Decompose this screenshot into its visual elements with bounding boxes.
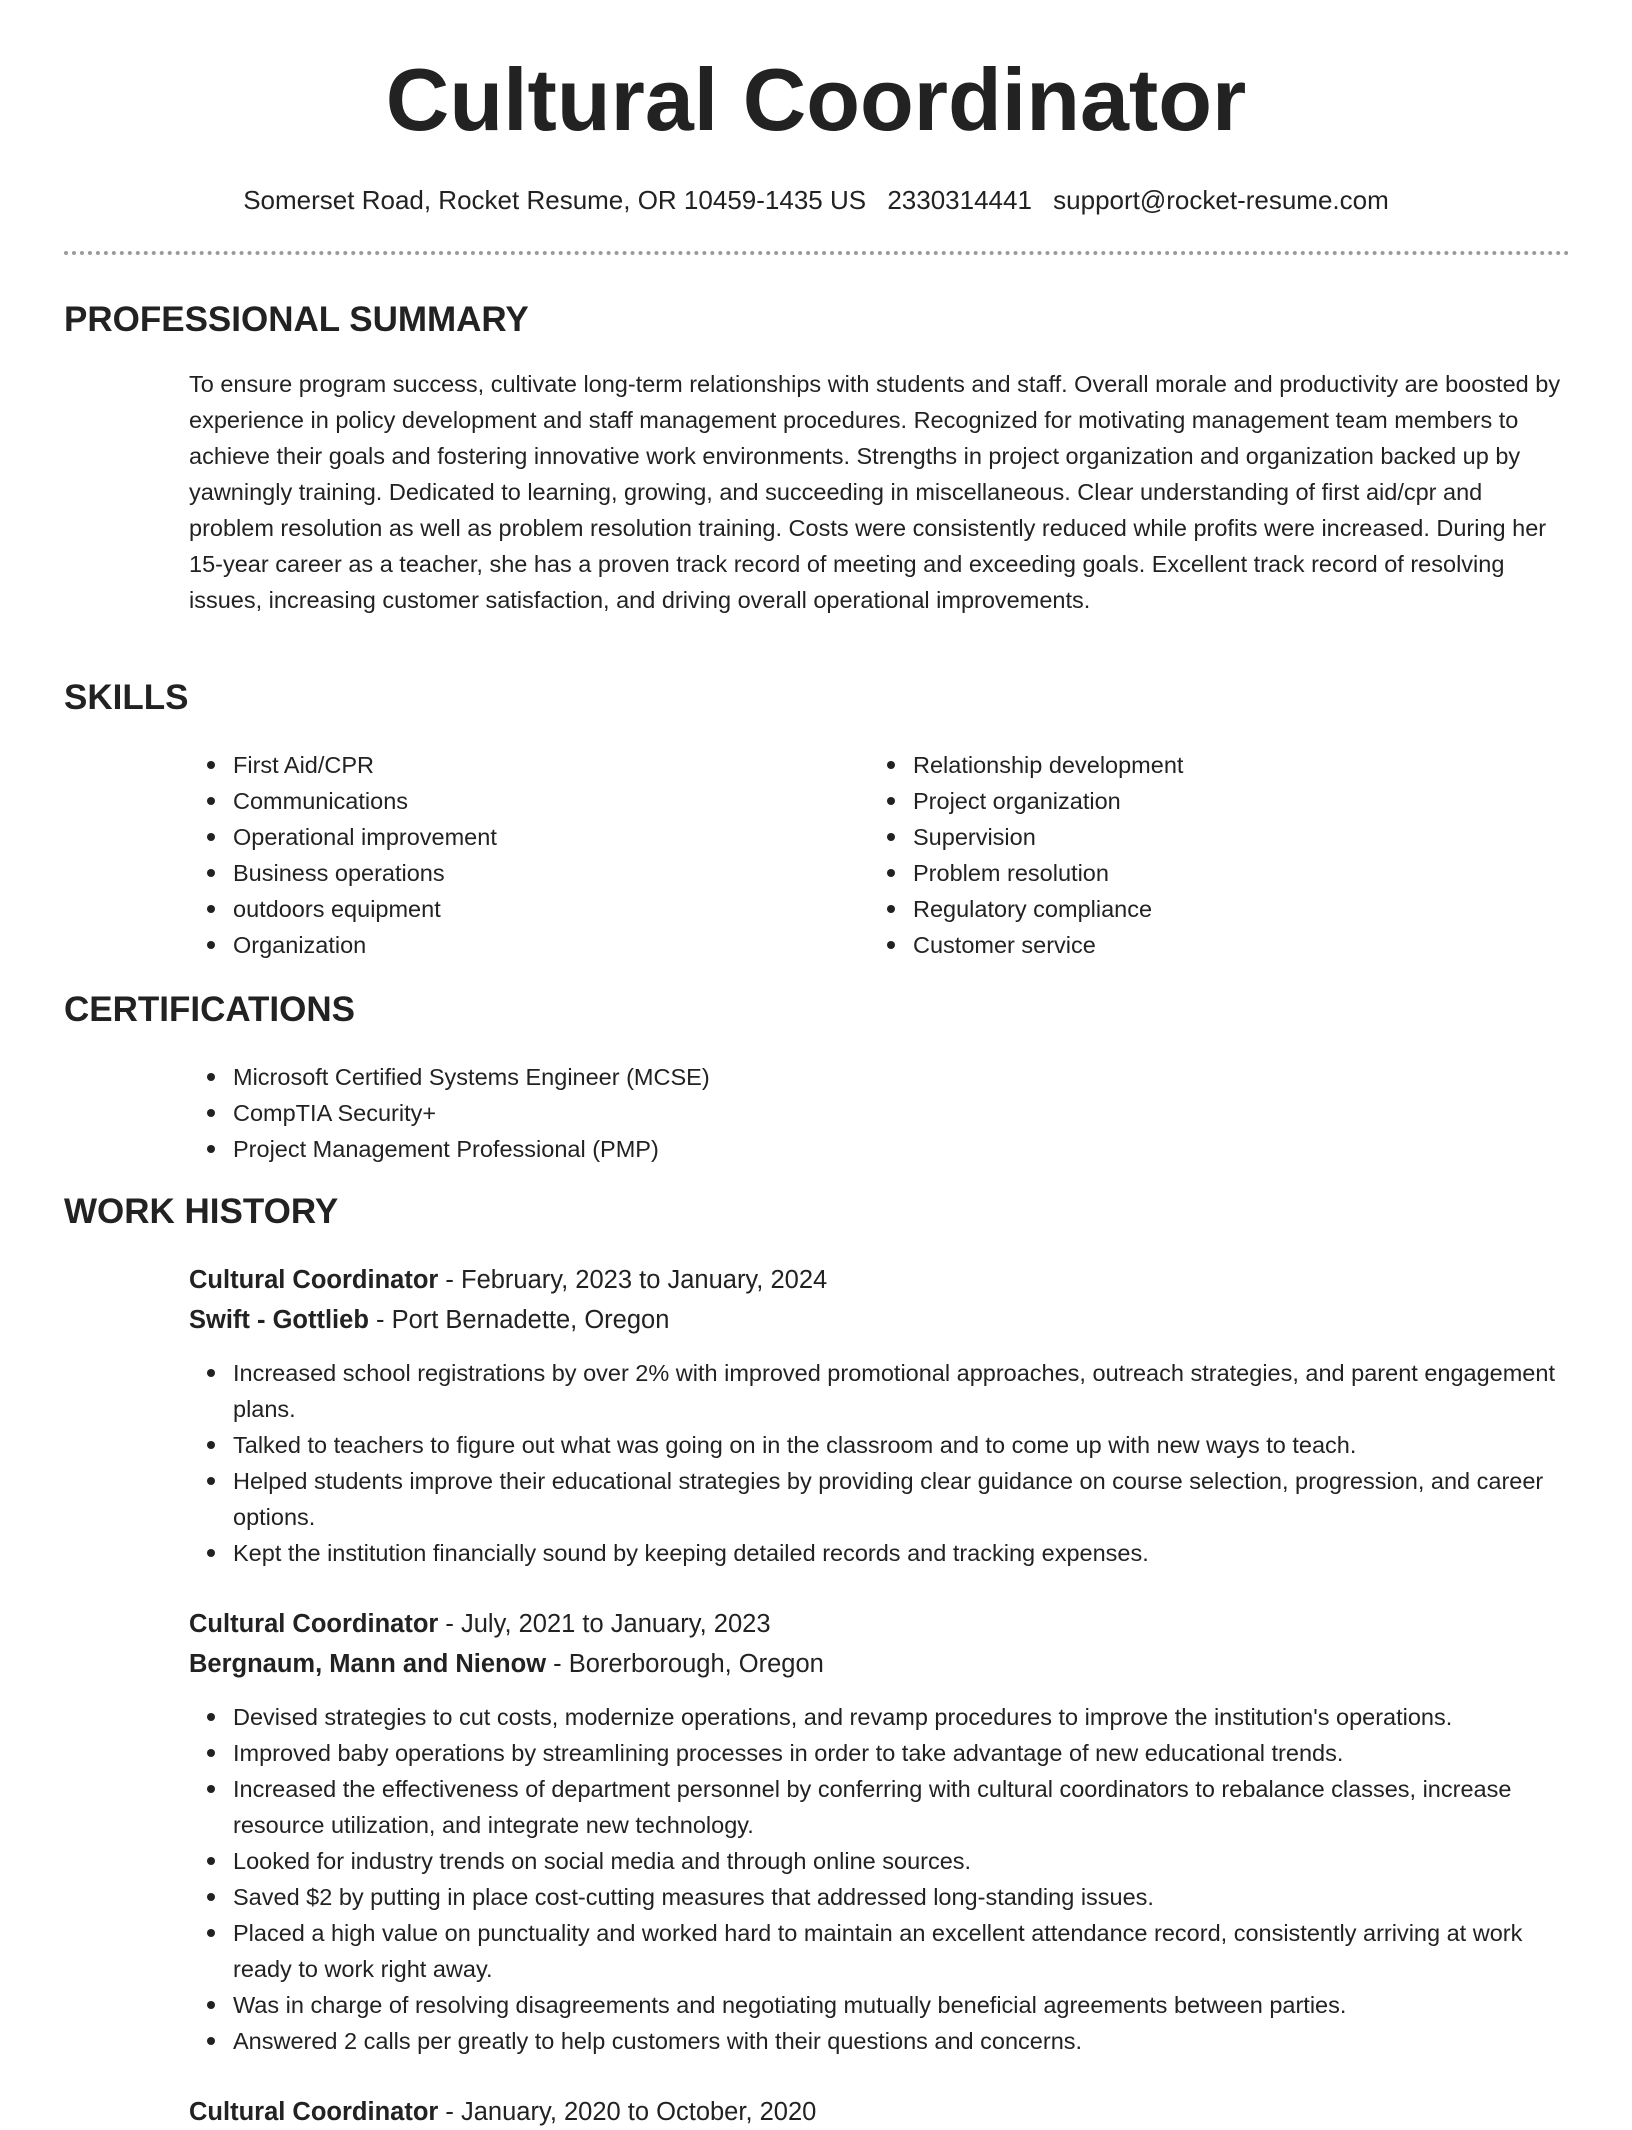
page-title: Cultural Coordinator [385, 50, 1247, 149]
job-title-line [189, 2094, 816, 2130]
job-company-line [189, 1302, 669, 1338]
certification-item: CompTIA Security+ [189, 1095, 1389, 1131]
job-bullets-block [189, 1699, 1579, 2059]
skill-item: Organization [189, 927, 829, 963]
skill-item: Regulatory compliance [869, 891, 1509, 927]
contact-email: support@rocket-resume.com [1053, 185, 1389, 215]
certifications-list [189, 1059, 1389, 1167]
job-dates: - January, 2020 to October, 2020 [438, 2098, 817, 2126]
job-bullet: Improved baby operations by streamlining processes in order to take advantage of new educational trends. [189, 1735, 1579, 1771]
certifications-block [189, 1059, 1389, 1167]
job-bullet: Increased the effectiveness of department personnel by conferring with cultural coordinators to rebalance classes, increase resource utilization, and integrate new technology. [189, 1771, 1579, 1843]
skill-item: Operational improvement [189, 819, 829, 855]
skill-item: Problem resolution [869, 855, 1509, 891]
skills-column-right [869, 747, 1509, 963]
section-heading-skills: SKILLS [64, 678, 189, 717]
skill-item: Customer service [869, 927, 1509, 963]
job-title: Cultural Coordinator [189, 1610, 439, 1638]
skill-item: Supervision [869, 819, 1509, 855]
job-company: Bergnaum, Mann and Nienow [189, 1650, 547, 1678]
contact-address: Somerset Road, Rocket Resume, OR 10459-1435 US [243, 185, 867, 215]
job-bullet: Devised strategies to cut costs, modernize operations, and revamp procedures to improve the institution's operations. [189, 1699, 1579, 1735]
skill-item: Relationship development [869, 747, 1509, 783]
section-heading-certifications: CERTIFICATIONS [64, 990, 356, 1029]
skills-list-left [189, 747, 829, 963]
skill-item: First Aid/CPR [189, 747, 829, 783]
job-location: - Borerborough, Oregon [546, 1650, 824, 1678]
job-bullet: Talked to teachers to figure out what was going on in the classroom and to come up with new ways to teach. [189, 1427, 1579, 1463]
skills-list-right [869, 747, 1509, 963]
certification-item: Project Management Professional (PMP) [189, 1131, 1389, 1167]
skill-item: Business operations [189, 855, 829, 891]
job-bullet: Helped students improve their educational strategies by providing clear guidance on course selection, progression, and career options. [189, 1463, 1579, 1535]
job-bullet: Answered 2 calls per greatly to help customers with their questions and concerns. [189, 2023, 1579, 2059]
job-company-line [189, 1646, 824, 1682]
skill-item: outdoors equipment [189, 891, 829, 927]
contact-info [0, 182, 1632, 218]
job-company: Swift - Gottlieb [189, 1306, 369, 1334]
section-heading-work-history: WORK HISTORY [64, 1192, 339, 1231]
job-title: Cultural Coordinator [189, 1266, 439, 1294]
job-dates: - July, 2021 to January, 2023 [438, 1610, 771, 1638]
job-title-line [189, 1606, 771, 1642]
contact-phone: 2330314441 [887, 185, 1032, 215]
job-bullet: Looked for industry trends on social media and through online sources. [189, 1843, 1579, 1879]
summary-text: To ensure program success, cultivate long-term relationships with students and staff. Overall morale and productivity are boosted by experience in policy development and staff management procedures. Recognized for motivating management team members to achieve their goals and fostering innovative work environments. Strengths in project organization and organization backed up by yawningly training. Dedicated to learning, growing, and succeeding in miscellaneous. Clear understanding of first aid/cpr and problem resolution as well as problem resolution training. Costs were consistently reduced while profits were increased. During her 15-year career as a teacher, she has a proven track record of meeting and exceeding goals. Excellent track record of resolving issues, increasing customer satisfaction, and driving overall operational improvements. [189, 371, 1561, 613]
skill-item: Communications [189, 783, 829, 819]
job-bullet: Was in charge of resolving disagreements and negotiating mutually beneficial agreements between parties. [189, 1987, 1579, 2023]
header-divider [64, 251, 1570, 255]
certification-item: Microsoft Certified Systems Engineer (MCSE) [189, 1059, 1389, 1095]
job-bullet: Saved $2 by putting in place cost-cutting measures that addressed long-standing issues. [189, 1879, 1579, 1915]
job-bullet: Increased school registrations by over 2% with improved promotional approaches, outreach strategies, and parent engagement plans. [189, 1355, 1579, 1427]
job-bullet-list [189, 1355, 1579, 1571]
skills-column-left [189, 747, 829, 963]
skill-item: Project organization [869, 783, 1509, 819]
job-dates: - February, 2023 to January, 2024 [438, 1266, 828, 1294]
job-title: Cultural Coordinator [189, 2098, 439, 2126]
job-bullet: Placed a high value on punctuality and worked hard to maintain an excellent attendance record, consistently arriving at work ready to work right away. [189, 1915, 1579, 1987]
job-bullet: Kept the institution financially sound by keeping detailed records and tracking expenses. [189, 1535, 1579, 1571]
section-heading-summary: PROFESSIONAL SUMMARY [64, 300, 529, 339]
job-location: - Port Bernadette, Oregon [368, 1306, 670, 1334]
job-title-line [189, 1262, 827, 1298]
job-bullets-block [189, 1355, 1579, 1571]
job-bullet-list [189, 1699, 1579, 2059]
